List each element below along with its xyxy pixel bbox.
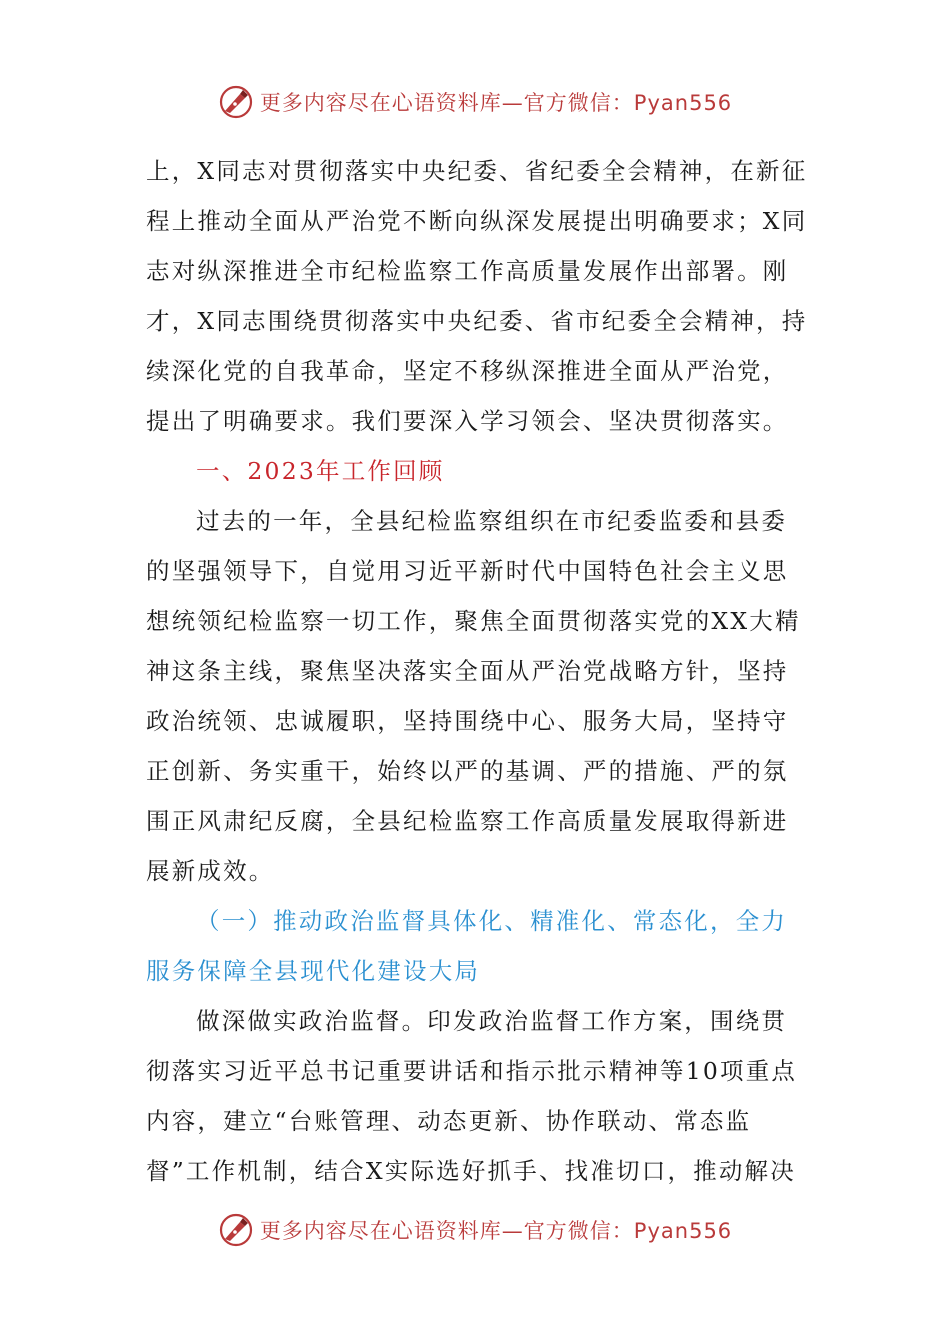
- paragraph-line: 内容，建立“台账管理、动态更新、协作联动、常态监: [146, 1107, 752, 1135]
- paragraph-line: 续深化党的自我革命，坚定不移纵深推进全面从严治党，: [146, 357, 789, 385]
- paragraph-line: 想统领纪检监察一切工作，聚焦全面贯彻落实党的XX大精: [146, 607, 801, 635]
- subsection-heading-line: （一）推动政治监督具体化、精准化、常态化，全力: [196, 907, 788, 935]
- section-heading: 一、2023年工作回顾: [196, 457, 445, 485]
- paragraph-line: 过去的一年，全县纪检监察组织在市纪委监委和县委: [196, 507, 788, 535]
- paragraph-line: 展新成效。: [146, 857, 275, 885]
- paragraph-line: 上，X同志对贯彻落实中央纪委、省纪委全会精神，在新征: [146, 157, 808, 185]
- paragraph-line: 政治统领、忠诚履职，坚持围绕中心、服务大局，坚持守: [146, 707, 789, 735]
- paragraph-line: 围正风肃纪反腐，全县纪检监察工作高质量发展取得新进: [146, 807, 789, 835]
- watermark-text: 更多内容尽在心语资料库—官方微信：Pyan556: [259, 91, 733, 115]
- subsection-heading-line: 服务保障全县现代化建设大局: [146, 957, 481, 985]
- paragraph-line: 做深做实政治监督。印发政治监督工作方案，围绕贯: [196, 1007, 788, 1035]
- paragraph-line: 督”工作机制，结合X实际选好抓手、找准切口，推动解决: [146, 1157, 796, 1185]
- pen-nib-logo-icon: [218, 84, 254, 120]
- watermark-banner-top: [0, 80, 950, 124]
- paragraph-line: 提出了明确要求。我们要深入学习领会、坚决贯彻落实。: [146, 407, 789, 435]
- paragraph-line: 彻落实习近平总书记重要讲话和指示批示精神等10项重点: [146, 1057, 798, 1085]
- paragraph-line: 志对纵深推进全市纪检监察工作高质量发展作出部署。刚: [146, 257, 789, 285]
- paragraph-line: 神这条主线，聚焦坚决落实全面从严治党战略方针，坚持: [146, 657, 789, 685]
- paragraph-line: 程上推动全面从严治党不断向纵深发展提出明确要求；X同: [146, 207, 808, 235]
- document-body: [146, 146, 810, 1196]
- paragraph-line: 才，X同志围绕贯彻落实中央纪委、省市纪委全会精神，持: [146, 307, 808, 335]
- watermark-text: 更多内容尽在心语资料库—官方微信：Pyan556: [259, 1219, 733, 1243]
- watermark-banner-bottom: [0, 1208, 950, 1252]
- paragraph-line: 正创新、务实重干，始终以严的基调、严的措施、严的氛: [146, 757, 789, 785]
- pen-nib-logo-icon: [218, 1212, 254, 1248]
- paragraph-line: 的坚强领导下，自觉用习近平新时代中国特色社会主义思: [146, 557, 789, 585]
